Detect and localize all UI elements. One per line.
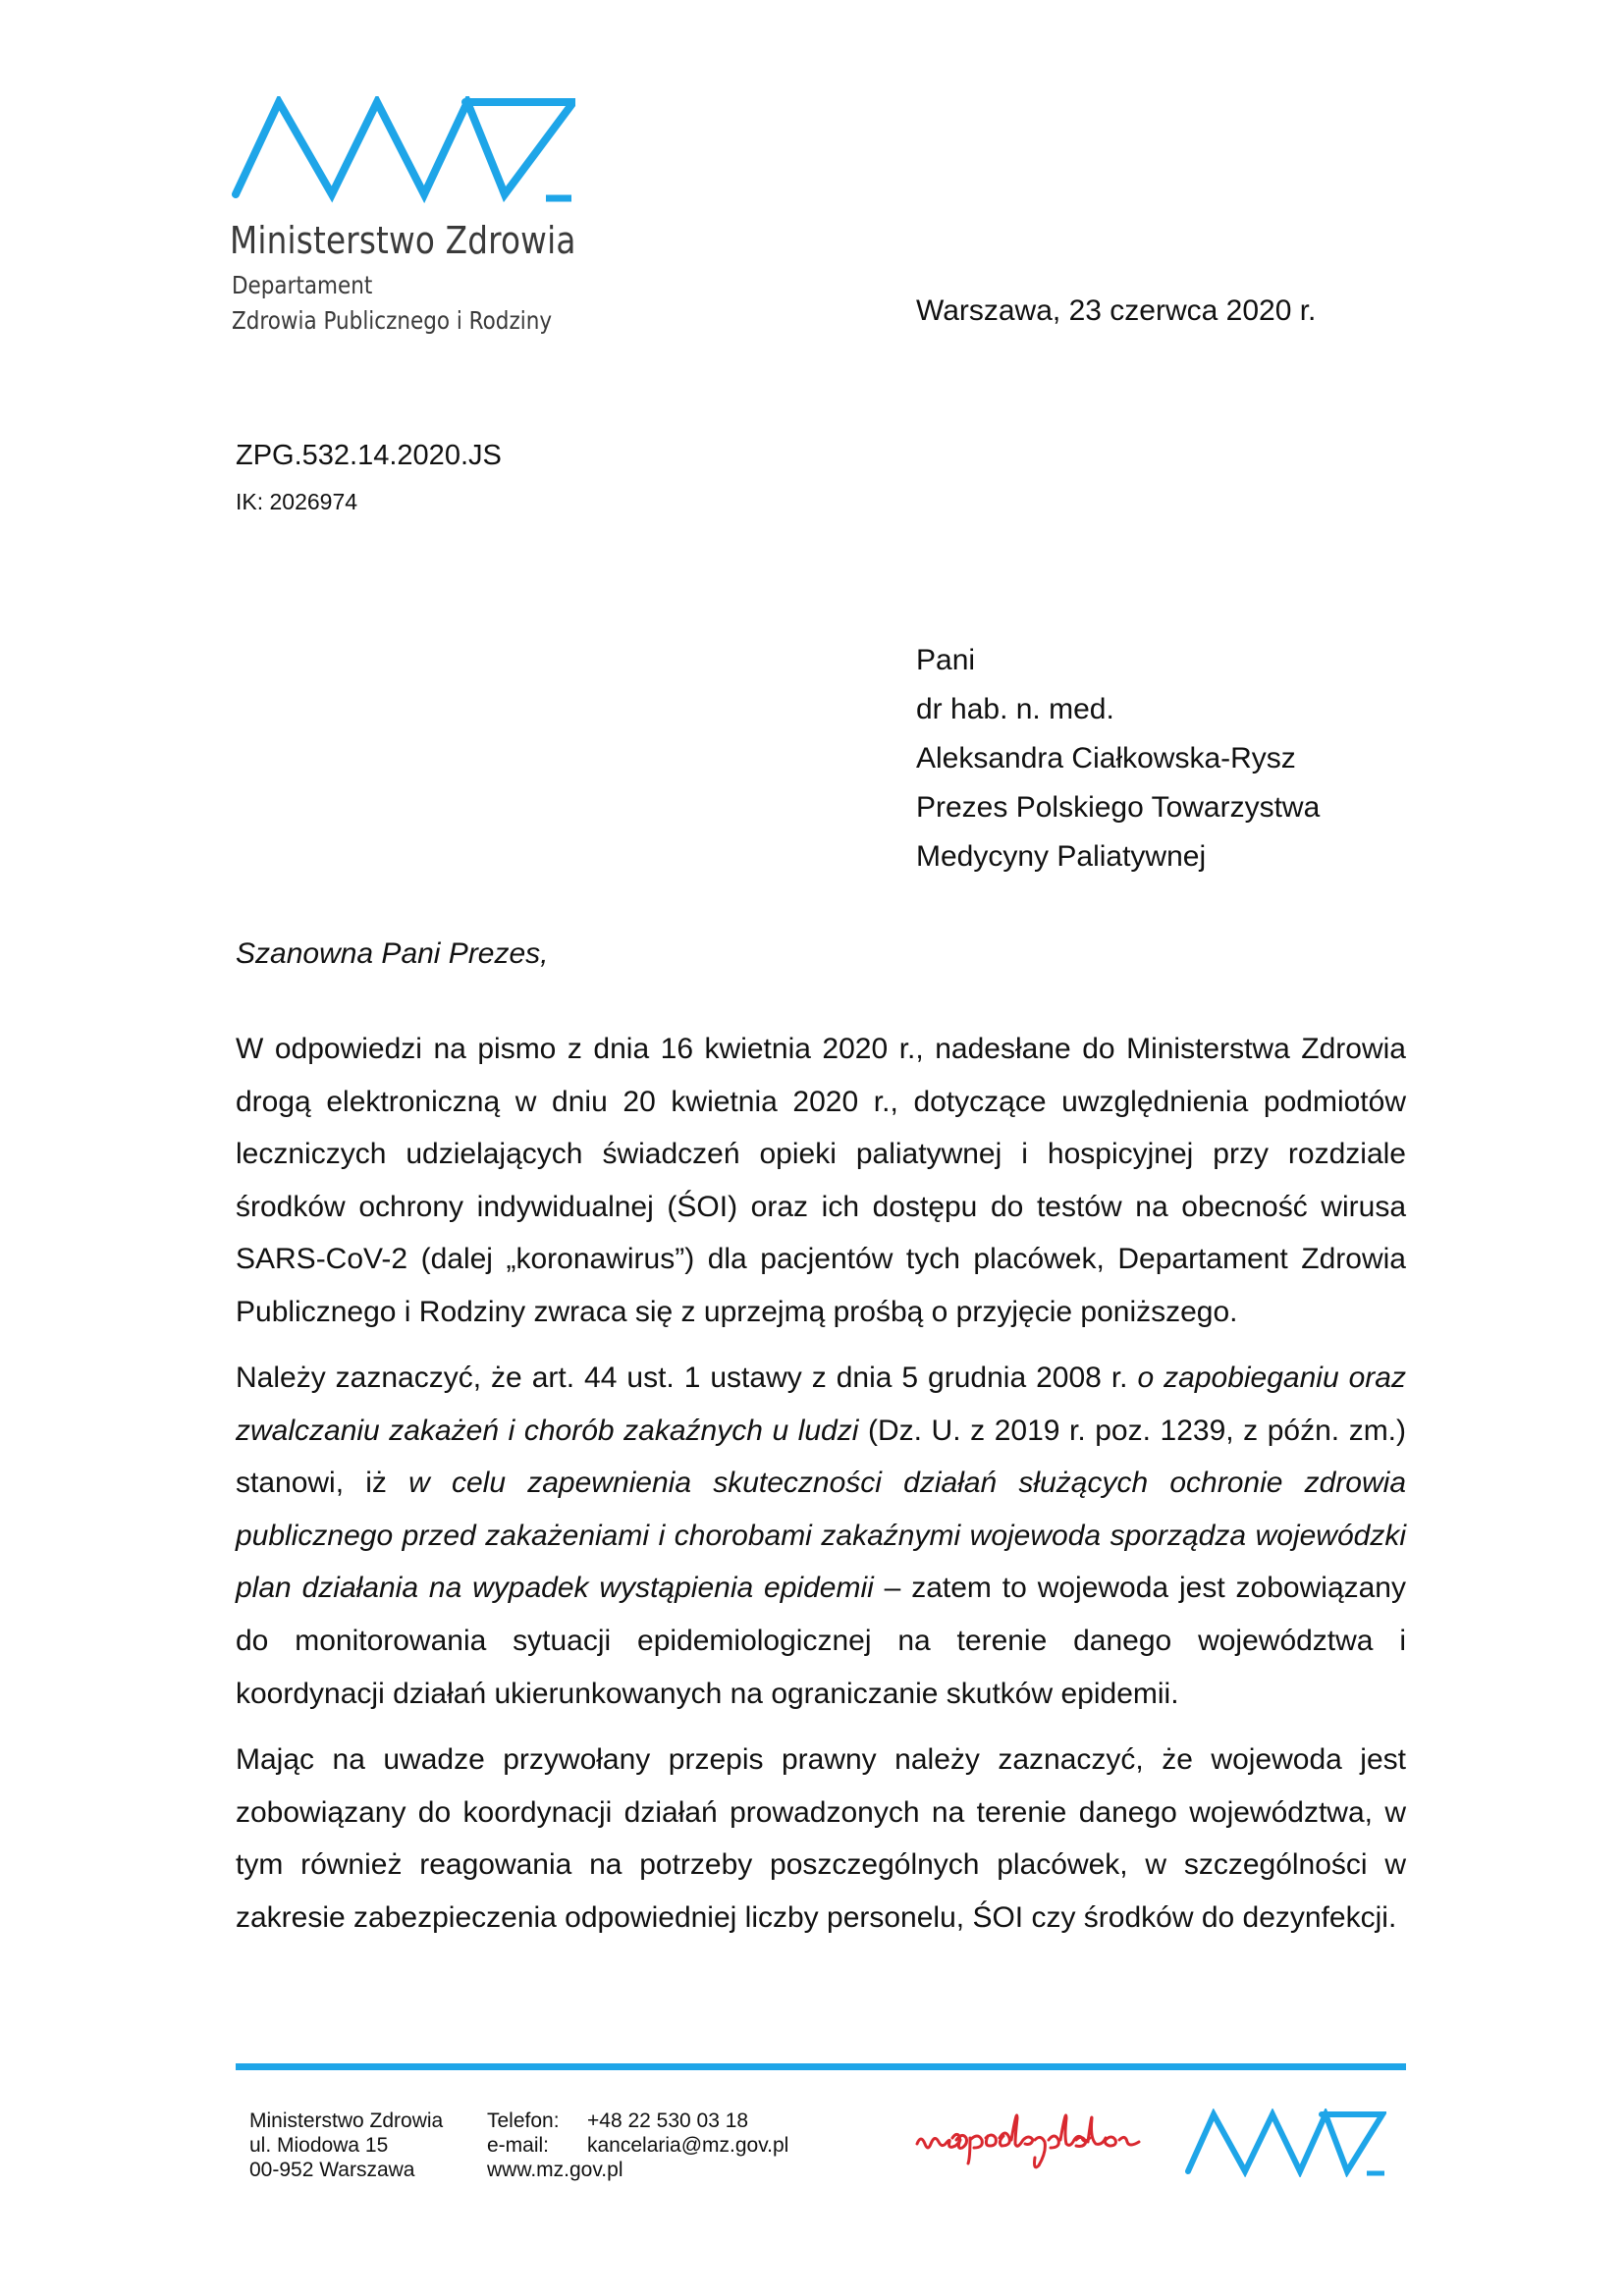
greeting: Szanowna Pani Prezes, — [236, 937, 549, 970]
email-link[interactable]: kancelaria@mz.gov.pl — [587, 2134, 789, 2157]
addressee-line: Medycyny Paliatywnej — [916, 840, 1207, 873]
department-line-1: Departament — [232, 271, 373, 299]
paragraph-2 — [236, 1352, 1406, 1720]
ik-number: IK: 2026974 — [236, 489, 358, 514]
addressee-line: Prezes Polskiego Towarzystwa — [916, 791, 1321, 824]
paragraph-2-text: (Dz. U. z 2019 r. poz. 1239, z późn. zm.) stanowi, iż — [236, 1414, 1407, 1500]
reference-number: ZPG.532.14.2020.JS — [236, 440, 502, 471]
phone-number: +48 22 530 03 18 — [587, 2109, 749, 2132]
addressee-line: dr hab. n. med. — [916, 693, 1114, 725]
phone-label: Telefon: — [487, 2109, 560, 2132]
paragraph-3: Mając na uwadze przywołany przepis prawny należy zaznaczyć, że wojewoda jest zobowiązany do koordynacji działań prowadzonych na terenie danego województwa, w tym również reagowania na potrzeby poszczególnych placówek, w szczególności w zakresie zabezpieczenia odpowiedniej liczby personelu, ŚOI czy środków do dezynfekcji. — [236, 1743, 1406, 1934]
paragraph-1: W odpowiedzi na pismo z dnia 16 kwietnia 2020 r., nadesłane do Ministerstwa Zdrowia drogą elektroniczną w dniu 20 kwietnia 2020 r., dotyczące uwzględnienia podmiotów leczniczych udzielających świadczeń opieki paliatywnej i hospicyjnej przy rozdziale środków ochrony indywidualnej (ŚOI) oraz ich dostępu do testów na obecność wirusa SARS-CoV-2 (dalej „koronawirus”) dla pacjentów tych placówek, Departament Zdrowia Publicznego i Rodziny zwraca się z uprzejmą prośbą o przyjęcie poniższego. — [236, 1033, 1406, 1328]
department-line-2: Zdrowia Publicznego i Rodziny — [232, 306, 553, 335]
website-link[interactable]: www.mz.gov.pl — [487, 2159, 623, 2181]
addressee-block — [916, 636, 1320, 881]
footer-address — [249, 2109, 443, 2182]
mz-logo-small-icon — [1184, 2109, 1386, 2177]
footer-org: Ministerstwo Zdrowia — [249, 2109, 444, 2132]
footer-contact-values — [587, 2109, 788, 2158]
footer-city: 00-952 Warszawa — [249, 2159, 415, 2181]
law-quote: w celu zapewnienia skuteczności działań służących ochronie zdrowia publicznego przed zakażeniami i chorobami zakaźnymi wojewoda sporządza wojewódzki plan działania na wypadek wystąpienia epidemii — [236, 1467, 1406, 1605]
addressee-line: Aleksandra Ciałkowska-Rysz — [916, 742, 1296, 774]
email-label: e-mail: — [487, 2134, 550, 2157]
mz-logo-icon — [232, 96, 575, 204]
footer-divider — [236, 2063, 1406, 2070]
paragraph-2-text: Należy zaznaczyć, że art. 44 ust. 1 ustawy z dnia 5 grudnia 2008 r. — [236, 1362, 1138, 1394]
letter-date: Warszawa, 23 czerwca 2020 r. — [916, 294, 1317, 327]
ministry-name: Ministerstwo Zdrowia — [230, 219, 576, 262]
addressee-line: Pani — [916, 644, 976, 676]
footer-street: ul. Miodowa 15 — [249, 2134, 389, 2157]
paragraph-2-text: – zatem to wojewoda jest zobowiązany do monitorowania sytuacji epidemiologicznej na terenie danego województwa i koordynacji działań ukierunkowanych na ograniczanie skutków epidemii. — [236, 1572, 1406, 1710]
law-title: o zapobieganiu oraz zwalczaniu zakażeń i chorób zakaźnych u ludzi — [236, 1362, 1406, 1447]
niepodlegla-signature-icon — [913, 2101, 1145, 2169]
